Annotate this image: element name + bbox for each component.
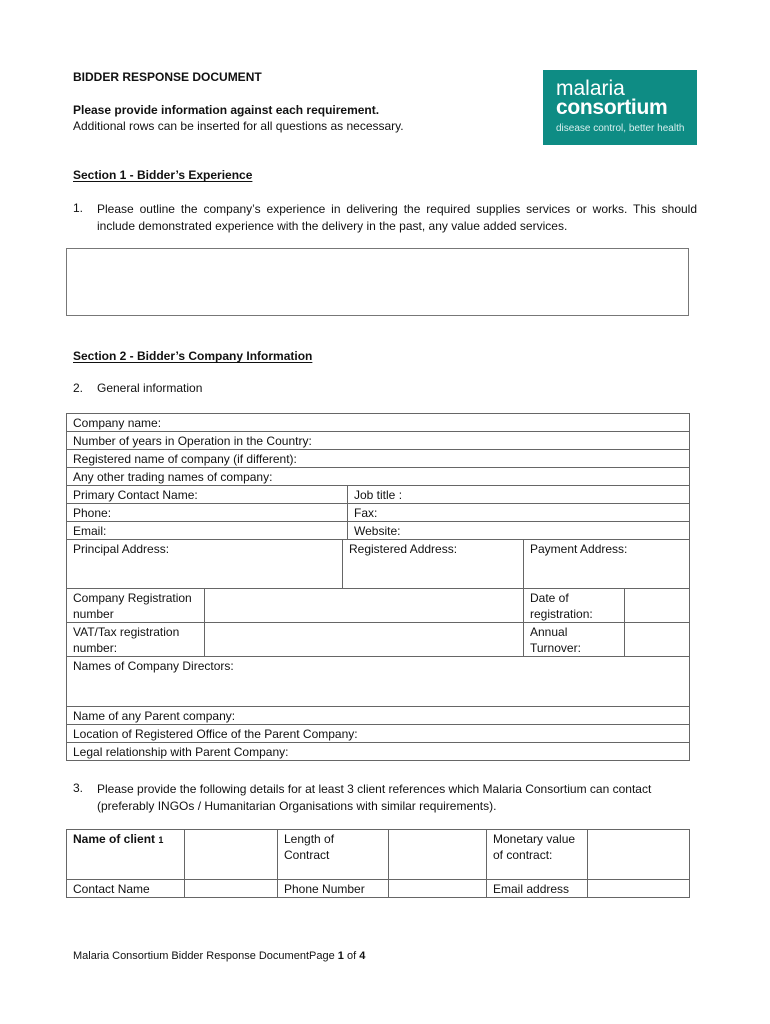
company-reg-number-input[interactable]	[205, 589, 524, 623]
phone-number-input[interactable]	[389, 880, 487, 898]
footer-of-word: of	[346, 950, 357, 962]
footer-page-num: 1	[337, 950, 344, 962]
client-number: 1	[158, 835, 164, 845]
contact-name-label: Contact Name	[67, 880, 185, 898]
registered-name-field[interactable]: Registered name of company (if different):	[67, 450, 690, 468]
client-name-input[interactable]	[185, 830, 278, 880]
company-name-field[interactable]: Company name:	[67, 414, 690, 432]
phone-field[interactable]: Phone:	[67, 504, 348, 522]
annual-turnover-label: Annual Turnover:	[524, 623, 625, 657]
footer-text: Malaria Consortium Bidder Response Document	[73, 950, 309, 962]
logo-tagline: disease control, better health	[556, 123, 685, 134]
email-address-input[interactable]	[588, 880, 690, 898]
fax-field[interactable]: Fax:	[348, 504, 690, 522]
malaria-consortium-logo	[543, 70, 697, 145]
parent-company-field[interactable]: Name of any Parent company:	[67, 707, 690, 725]
job-title-field[interactable]: Job title :	[348, 486, 690, 504]
logo-line1: malaria	[556, 77, 625, 100]
vat-number-input[interactable]	[205, 623, 524, 657]
company-reg-number-label: Company Registration number	[67, 589, 205, 623]
registered-address-field[interactable]: Registered Address:	[343, 540, 524, 589]
email-field[interactable]: Email:	[67, 522, 348, 540]
q2-text: General information	[97, 381, 203, 395]
parent-relationship-field[interactable]: Legal relationship with Parent Company:	[67, 743, 690, 761]
q1-number: 1.	[73, 201, 84, 215]
phone-number-label: Phone Number	[278, 880, 389, 898]
q3-number: 3.	[73, 781, 84, 795]
footer-page-total: 4	[359, 950, 366, 962]
parent-office-field[interactable]: Location of Registered Office of the Parent Company:	[67, 725, 690, 743]
monetary-value-input[interactable]	[588, 830, 690, 880]
length-of-contract-input[interactable]	[389, 830, 487, 880]
section2-heading: Section 2 - Bidder’s Company Information	[73, 349, 313, 363]
intro-note: Additional rows can be inserted for all questions as necessary.	[73, 119, 404, 133]
website-field[interactable]: Website:	[348, 522, 690, 540]
logo-line2: consortium	[556, 96, 668, 119]
page-footer	[73, 950, 365, 962]
principal-address-field[interactable]: Principal Address:	[67, 540, 343, 589]
client-name-label: Name of client 1	[67, 830, 185, 880]
q1-text: Please outline the company’s experience in delivering the required supplies services or works. This should include demonstrated experience with the delivery in the past, any value added services.	[97, 202, 697, 233]
footer-page-word: Page	[309, 950, 335, 962]
general-info-table	[66, 413, 690, 761]
date-of-registration-label: Date of registration:	[524, 589, 625, 623]
payment-address-field[interactable]: Payment Address:	[524, 540, 690, 589]
length-of-contract-label: Length of Contract	[278, 830, 389, 880]
q3-text: Please provide the following details for at least 3 client references which Malaria Consortium can contact (preferably INGOs / Humanitarian Organisations with similar requirements).	[97, 782, 652, 813]
experience-answer-box[interactable]	[66, 248, 689, 316]
primary-contact-field[interactable]: Primary Contact Name:	[67, 486, 348, 504]
years-in-operation-field[interactable]: Number of years in Operation in the Country:	[67, 432, 690, 450]
directors-field[interactable]: Names of Company Directors:	[67, 657, 690, 707]
contact-name-input[interactable]	[185, 880, 278, 898]
document-title: BIDDER RESPONSE DOCUMENT	[73, 70, 262, 84]
q2-number: 2.	[73, 381, 84, 395]
vat-number-label: VAT/Tax registration number:	[67, 623, 205, 657]
section1-heading: Section 1 - Bidder’s Experience	[73, 168, 253, 182]
intro-instruction: Please provide information against each requirement.	[73, 103, 380, 117]
date-of-registration-input[interactable]	[625, 589, 690, 623]
monetary-value-label: Monetary value of contract:	[487, 830, 588, 880]
trading-names-field[interactable]: Any other trading names of company:	[67, 468, 690, 486]
client-references-table	[66, 829, 690, 898]
email-address-label: Email address	[487, 880, 588, 898]
annual-turnover-input[interactable]	[625, 623, 690, 657]
